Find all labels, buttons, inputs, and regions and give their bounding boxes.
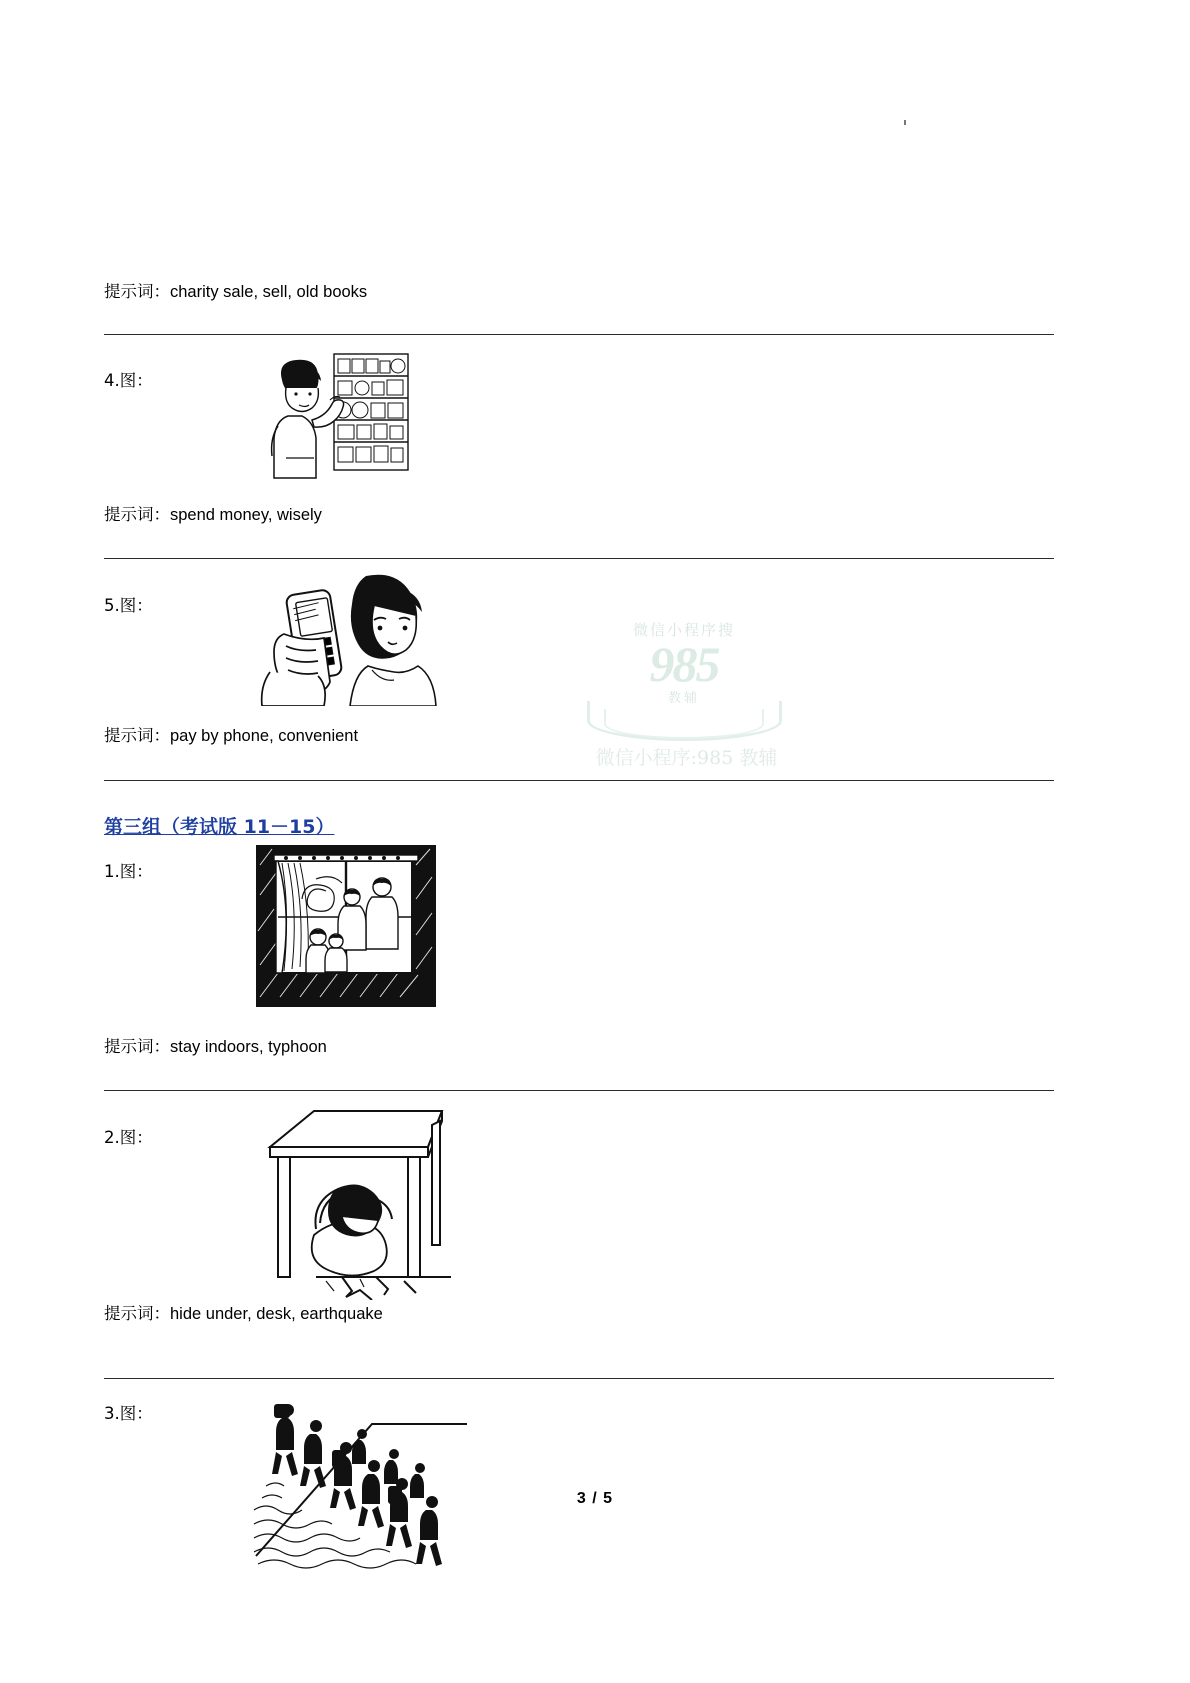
page-content: [104, 0, 1054, 1683]
girl-paying-with-mobile-phone-illustration: [256, 570, 446, 706]
hint-label: 提示词：: [104, 282, 170, 301]
item-label-g2: 2.图：: [104, 1128, 153, 1147]
hint-text: stay indoors, typhoon: [170, 1038, 327, 1056]
watermark-book-shape-inner: [604, 709, 764, 739]
watermark-number: 985: [649, 636, 719, 692]
hint-line-g1: [104, 1035, 327, 1060]
divider-4: [104, 1090, 1054, 1091]
divider-5: [104, 1378, 1054, 1379]
family-looking-out-window-at-typhoon-illustration: [256, 845, 436, 1007]
person-hiding-under-desk-during-earthquake-illustration: [256, 1095, 451, 1300]
hint-line-4: [104, 503, 322, 528]
hint-text: charity sale, sell, old books: [170, 283, 368, 301]
hint-label: 提示词：: [104, 726, 170, 745]
hint-text: hide under, desk, earthquake: [170, 1305, 383, 1323]
item-label-4: 4.图：: [104, 371, 153, 390]
hint-text: pay by phone, convenient: [170, 727, 359, 745]
watermark: [559, 615, 809, 780]
divider-1: [104, 334, 1054, 335]
people-evacuating-up-hill-from-flood-illustration: [252, 1390, 467, 1570]
item-label-g3: 3.图：: [104, 1404, 153, 1423]
stray-ink-mark: [904, 120, 906, 125]
hint-line-top: [104, 280, 367, 305]
page-number: 3 / 5: [576, 1490, 614, 1507]
watermark-sub-text: 教辅: [667, 691, 700, 706]
watermark-book-shape: [587, 701, 782, 741]
divider-3: [104, 780, 1054, 781]
watermark-top-text: 微信小程序搜: [632, 621, 735, 639]
hint-label: 提示词：: [104, 1037, 170, 1056]
hint-label: 提示词：: [104, 505, 170, 524]
hint-line-5: [104, 724, 358, 749]
divider-2: [104, 558, 1054, 559]
watermark-bottom-text: 微信小程序:985 教辅: [595, 747, 778, 769]
item-label-5: 5.图：: [104, 596, 153, 615]
boy-at-toy-store-shelf-illustration: [256, 350, 411, 480]
hint-text: spend money, wisely: [170, 506, 322, 524]
group-title: 第三组（考试版 11－15）: [104, 816, 335, 838]
item-label-g1: 1.图：: [104, 862, 153, 881]
hint-label: 提示词：: [104, 1304, 170, 1323]
hint-line-g2: [104, 1302, 383, 1327]
